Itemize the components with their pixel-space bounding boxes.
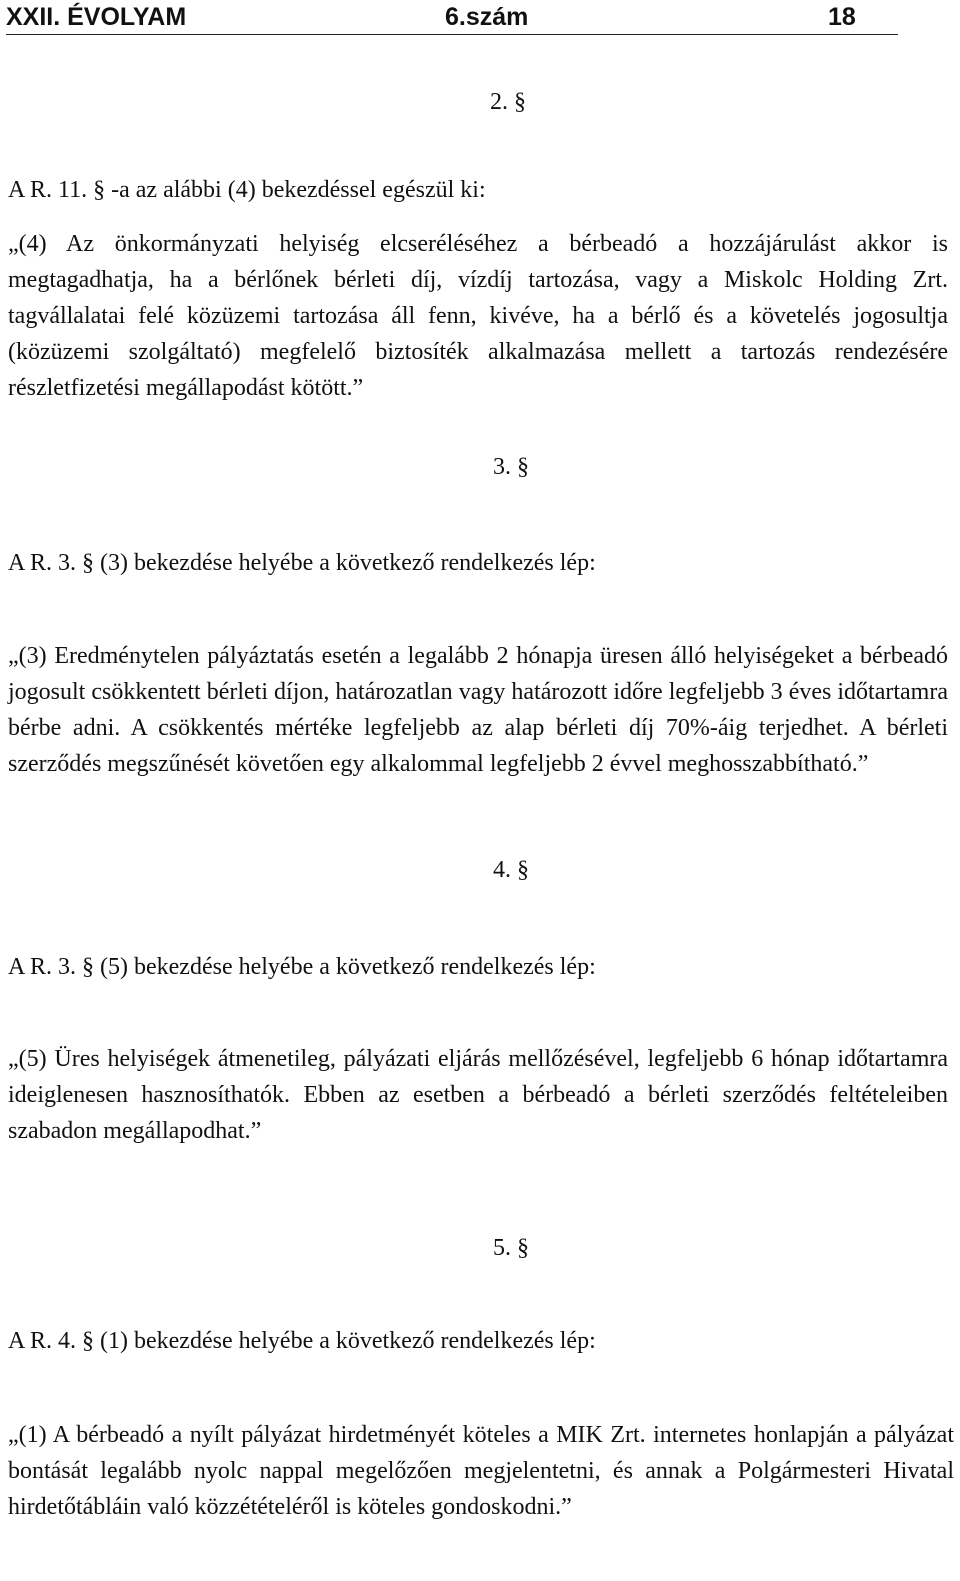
section-heading-5: 5. §	[493, 1235, 529, 1261]
section-text-4: „(5) Üres helyiségek átmenetileg, pályázati eljárás mellőzésével, legfeljebb 6 hónap időtartamra ideiglenesen hasznosíthatók. Ebben az esetben a bérbeadó a bérleti szerződés feltételeiben szabadon megállapodhat.”	[8, 1046, 948, 1144]
paragraph-sign-icon: §	[82, 954, 95, 980]
section-heading-3: 3. §	[493, 454, 529, 480]
paragraph-sign-icon: §	[511, 1235, 529, 1261]
section-intro-3: A R. 3. § (3) bekezdése helyébe a következő rendelkezés lép:	[8, 550, 596, 576]
issue-label: 6.szám	[445, 3, 529, 31]
section-text-2: „(4) Az önkormányzati helyiség elcseréléséhez a bérbeadó a hozzájárulást akkor is megtagadhatja, ha a bérlőnek bérleti díj, vízdíj tartozása, vagy a Miskolc Holding Zrt. tagvállalatai felé közüzemi tartozása áll fenn, kivéve, ha a bérlő és a követelés jogosultja (közüzemi szolgáltató) megfelelő biztosíték alkalmazása mellett a tartozás rendezésére részletfizetési megállapodást kötött.”	[8, 231, 948, 401]
paragraph-sign-icon: §	[511, 857, 529, 883]
section-heading-4: 4. §	[493, 857, 529, 883]
section-text-3: „(3) Eredménytelen pályáztatás esetén a legalább 2 hónapja üresen álló helyiségeket a bérbeadó jogosult csökkentett bérleti díjon, határozatlan vagy határozott időre legfeljebb 3 éves időtartamra bérbe adni. A csökkentés mértéke legfeljebb az alap bérleti díj 70%-áig terjedhet. A bérleti szerződés megszűnését követően egy alkalommal legfeljebb 2 évvel meghosszabbítható.”	[8, 643, 948, 777]
paragraph-sign-icon: §	[93, 177, 106, 203]
paragraph-sign-icon: §	[82, 550, 95, 576]
page-number: 18	[828, 3, 856, 31]
section-text-5: „(1) A bérbeadó a nyílt pályázat hirdetményét köteles a MIK Zrt. internetes honlapján a pályázat bontását legalább nyolc nappal megelőzően megjelentetni, és annak a Polgármesteri Hivatal hirdetőtábláin való közzétételéről is köteles gondoskodni.”	[8, 1422, 954, 1520]
volume-label: XXII. ÉVOLYAM	[6, 3, 187, 31]
section-heading-2: 2. §	[490, 89, 526, 115]
page-header	[6, 0, 898, 35]
section-intro-2: A R. 11. § -a az alábbi (4) bekezdéssel egészül ki:	[8, 177, 486, 203]
section-intro-5: A R. 4. § (1) bekezdése helyébe a következő rendelkezés lép:	[8, 1328, 596, 1354]
paragraph-sign-icon: §	[82, 1328, 95, 1354]
paragraph-sign-icon: §	[508, 89, 526, 115]
section-intro-4: A R. 3. § (5) bekezdése helyébe a következő rendelkezés lép:	[8, 954, 596, 980]
paragraph-sign-icon: §	[511, 454, 529, 480]
